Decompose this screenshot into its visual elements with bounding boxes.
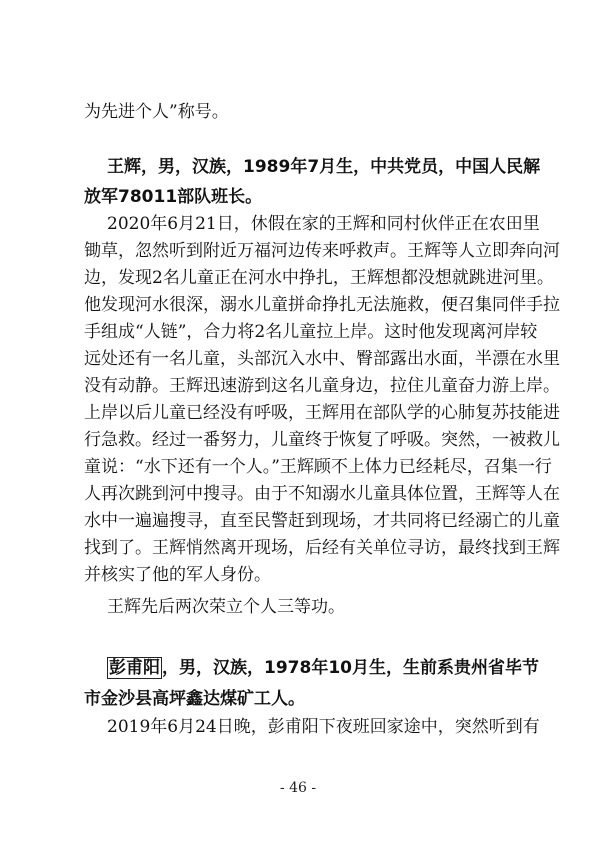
paragraph-line: 水中一遍遍搜寻，直至民警赶到现场，才共同将已经溺亡的儿童 xyxy=(84,511,560,531)
paragraph-line: 行急救。经过一番努力，儿童终于恢复了呼吸。突然，一被救儿 xyxy=(84,430,560,450)
paragraph-line: 上岸以后儿童已经没有呼吸，王辉用在部队学的心肺复苏技能进 xyxy=(84,403,560,423)
paragraph-line: 手组成“人链”，合力将2名儿童拉上岸。这时他发现离河岸较 xyxy=(84,322,538,342)
paragraph-line: 锄草，忽然听到附近万福河边传来呼救声。王辉等人立即奔向河 xyxy=(84,241,560,261)
paragraph-line: 2019年6月24日晚，彭甫阳下夜班回家途中，突然听到有 xyxy=(107,717,540,737)
text-line: 为先进个人”称号。 xyxy=(84,102,229,122)
page-number: - 46 - xyxy=(279,780,317,796)
paragraph-line: 2020年6月21日，休假在家的王辉和同村伙伴正在农田里 xyxy=(107,214,540,234)
heading-text: ，男，汉族，1978年10月生，生前系贵州省毕节 xyxy=(162,658,539,678)
highlighted-name: 彭甫阳 xyxy=(109,658,160,678)
profile-heading-pengfuyang-cont: 市金沙县高坪鑫达煤矿工人。 xyxy=(84,689,305,709)
paragraph-line: 没有动静。王辉迅速游到这名儿童身边，拉住儿童奋力游上岸。 xyxy=(84,376,560,396)
profile-heading-pengfuyang xyxy=(107,658,539,678)
paragraph-line: 王辉先后两次荣立个人三等功。 xyxy=(107,597,345,617)
profile-heading-wanghui: 王辉，男，汉族，1989年7月生，中共党员，中国人民解 xyxy=(107,157,541,177)
paragraph-line: 人再次跳到河中搜寻。由于不知溺水儿童具体位置，王辉等人在 xyxy=(84,484,560,504)
paragraph-line: 找到了。王辉悄然离开现场，后经有关单位寻访，最终找到王辉 xyxy=(84,538,560,558)
paragraph-line: 童说：“水下还有一个人。”王辉顾不上体力已经耗尽，召集一行 xyxy=(84,457,552,477)
profile-heading-wanghui-cont: 放军78011部队班长。 xyxy=(84,187,263,207)
paragraph-line: 他发现河水很深，溺水儿童拼命挣扎无法施救，便召集同伴手拉 xyxy=(84,295,560,315)
paragraph-line: 远处还有一名儿童，头部沉入水中、臀部露出水面，半漂在水里 xyxy=(84,349,560,369)
paragraph-line: 边，发现2名儿童正在河水中挣扎，王辉想都没想就跳进河里。 xyxy=(84,268,554,288)
paragraph-line: 并核实了他的军人身份。 xyxy=(84,565,271,585)
